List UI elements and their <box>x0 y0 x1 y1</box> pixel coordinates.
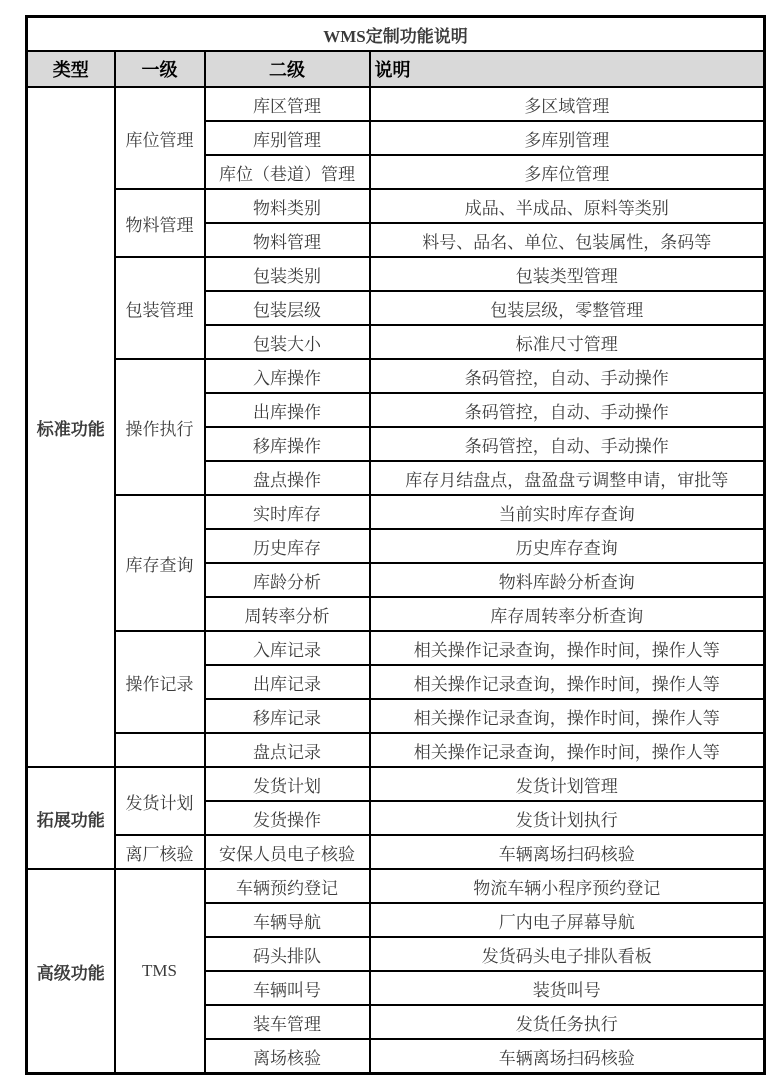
desc-cell: 相关操作记录查询，操作时间，操作人等 <box>370 665 765 699</box>
level1-cell: 物料管理 <box>115 189 205 257</box>
table-row <box>27 733 765 767</box>
desc-cell: 当前实时库存查询 <box>370 495 765 529</box>
desc-cell: 相关操作记录查询，操作时间，操作人等 <box>370 733 765 767</box>
desc-cell: 库存周转率分析查询 <box>370 597 765 631</box>
desc-cell: 多库位管理 <box>370 155 765 189</box>
header-level1: 一级 <box>115 51 205 87</box>
level2-cell: 离场核验 <box>205 1039 370 1074</box>
table-row <box>27 631 765 665</box>
level1-cell: 操作执行 <box>115 359 205 495</box>
level2-cell: 安保人员电子核验 <box>205 835 370 869</box>
desc-cell: 物流车辆小程序预约登记 <box>370 869 765 903</box>
level2-cell: 库区管理 <box>205 87 370 121</box>
desc-cell: 多库别管理 <box>370 121 765 155</box>
desc-cell: 发货计划管理 <box>370 767 765 801</box>
level2-cell: 库位（巷道）管理 <box>205 155 370 189</box>
level1-cell: TMS <box>115 869 205 1074</box>
level2-cell: 入库记录 <box>205 631 370 665</box>
level2-cell: 周转率分析 <box>205 597 370 631</box>
desc-cell: 发货码头电子排队看板 <box>370 937 765 971</box>
level2-cell: 包装类别 <box>205 257 370 291</box>
level1-cell: 包装管理 <box>115 257 205 359</box>
desc-cell: 车辆离场扫码核验 <box>370 1039 765 1074</box>
level1-cell: 库存查询 <box>115 495 205 631</box>
level2-cell: 车辆预约登记 <box>205 869 370 903</box>
desc-cell: 物料库龄分析查询 <box>370 563 765 597</box>
table-row <box>27 359 765 393</box>
level1-cell: 库位管理 <box>115 87 205 189</box>
level2-cell: 码头排队 <box>205 937 370 971</box>
level2-cell: 包装层级 <box>205 291 370 325</box>
level2-cell: 车辆叫号 <box>205 971 370 1005</box>
table-row <box>27 87 765 121</box>
level1-cell: 操作记录 <box>115 631 205 733</box>
desc-cell: 条码管控，自动、手动操作 <box>370 393 765 427</box>
level1-cell: 离厂核验 <box>115 835 205 869</box>
header-level2: 二级 <box>205 51 370 87</box>
type-cell: 拓展功能 <box>27 767 115 869</box>
level2-cell: 历史库存 <box>205 529 370 563</box>
level2-cell: 物料管理 <box>205 223 370 257</box>
wms-function-table <box>25 15 766 1075</box>
table-title: WMS定制功能说明 <box>27 17 765 52</box>
desc-cell: 标准尺寸管理 <box>370 325 765 359</box>
level2-cell: 盘点记录 <box>205 733 370 767</box>
desc-cell: 厂内电子屏幕导航 <box>370 903 765 937</box>
type-cell: 标准功能 <box>27 87 115 767</box>
table-row <box>27 189 765 223</box>
header-row <box>27 51 765 87</box>
desc-cell: 成品、半成品、原料等类别 <box>370 189 765 223</box>
table-row <box>27 495 765 529</box>
level2-cell: 库别管理 <box>205 121 370 155</box>
level1-cell: 发货计划 <box>115 767 205 835</box>
desc-cell: 历史库存查询 <box>370 529 765 563</box>
level2-cell: 出库操作 <box>205 393 370 427</box>
type-cell: 高级功能 <box>27 869 115 1074</box>
desc-cell: 相关操作记录查询，操作时间，操作人等 <box>370 631 765 665</box>
level2-cell: 包装大小 <box>205 325 370 359</box>
desc-cell: 包装层级，零整管理 <box>370 291 765 325</box>
desc-cell: 料号、品名、单位、包装属性，条码等 <box>370 223 765 257</box>
desc-cell: 包装类型管理 <box>370 257 765 291</box>
table-row <box>27 767 765 801</box>
desc-cell: 发货任务执行 <box>370 1005 765 1039</box>
header-type: 类型 <box>27 51 115 87</box>
table-row <box>27 257 765 291</box>
level2-cell: 发货计划 <box>205 767 370 801</box>
level2-cell: 盘点操作 <box>205 461 370 495</box>
level2-cell: 装车管理 <box>205 1005 370 1039</box>
level2-cell: 移库操作 <box>205 427 370 461</box>
desc-cell: 条码管控，自动、手动操作 <box>370 427 765 461</box>
level2-cell: 库龄分析 <box>205 563 370 597</box>
level2-cell: 实时库存 <box>205 495 370 529</box>
desc-cell: 库存月结盘点，盘盈盘亏调整申请，审批等 <box>370 461 765 495</box>
level1-cell <box>115 733 205 767</box>
level2-cell: 出库记录 <box>205 665 370 699</box>
table-row <box>27 869 765 903</box>
level2-cell: 车辆导航 <box>205 903 370 937</box>
table-row <box>27 835 765 869</box>
desc-cell: 条码管控，自动、手动操作 <box>370 359 765 393</box>
level2-cell: 物料类别 <box>205 189 370 223</box>
desc-cell: 车辆离场扫码核验 <box>370 835 765 869</box>
desc-cell: 发货计划执行 <box>370 801 765 835</box>
header-desc: 说明 <box>370 51 765 87</box>
desc-cell: 多区域管理 <box>370 87 765 121</box>
desc-cell: 装货叫号 <box>370 971 765 1005</box>
level2-cell: 发货操作 <box>205 801 370 835</box>
level2-cell: 入库操作 <box>205 359 370 393</box>
level2-cell: 移库记录 <box>205 699 370 733</box>
desc-cell: 相关操作记录查询，操作时间，操作人等 <box>370 699 765 733</box>
title-row <box>27 17 765 52</box>
